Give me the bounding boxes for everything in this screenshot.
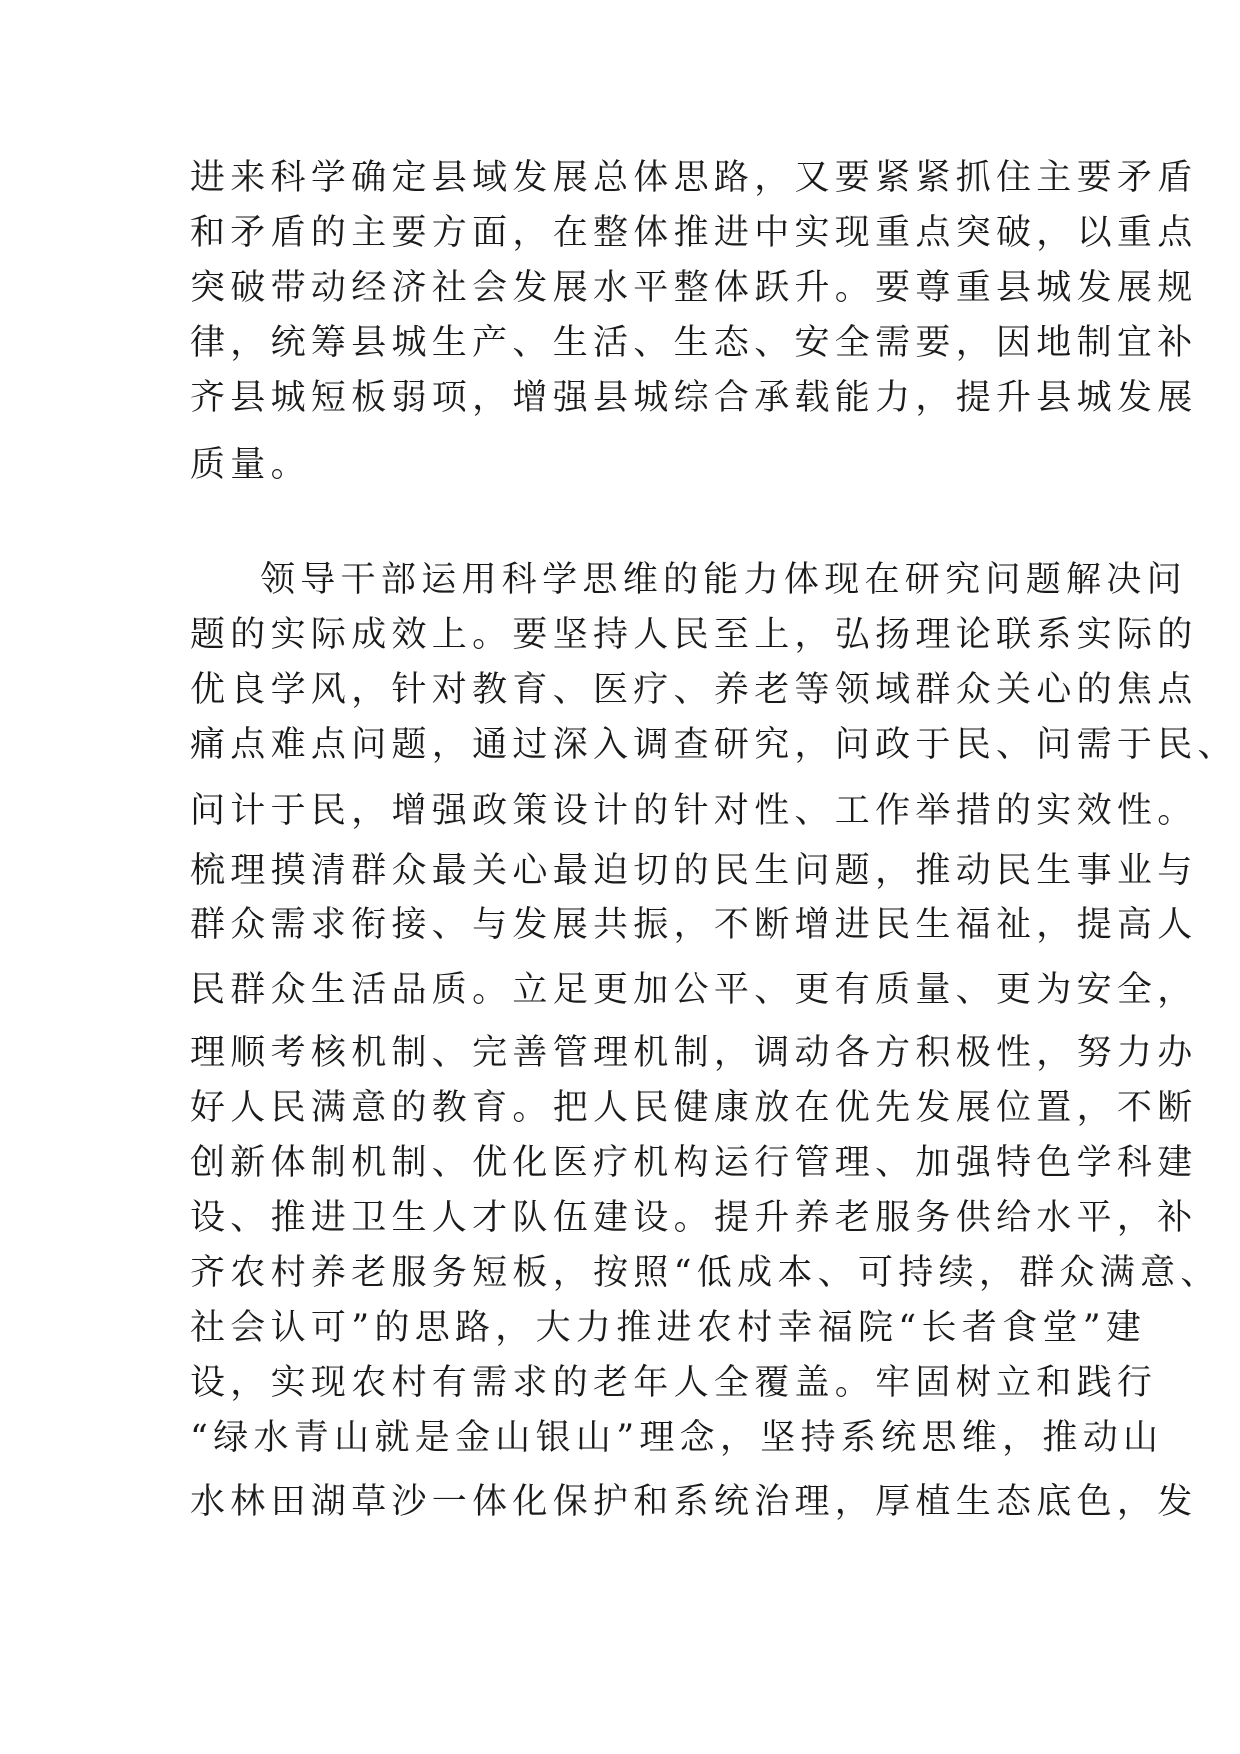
- text-line: 设、推进卫生人才队伍建设。提升养老服务供给水平，补: [190, 1198, 1198, 1238]
- text-line: 设，实现农村有需求的老年人全覆盖。牢固树立和践行: [190, 1363, 1158, 1403]
- text-line: 质量。: [190, 445, 311, 485]
- text-line: 题的实际成效上。要坚持人民至上，弘扬理论联系实际的: [190, 615, 1198, 655]
- text-line: 痛点难点问题，通过深入调查研究，问政于民、问需于民、: [190, 725, 1238, 765]
- text-line: 进来科学确定县域发展总体思路，又要紧紧抓住主要矛盾: [190, 158, 1198, 198]
- text-line: 问计于民，增强政策设计的针对性、工作举措的实效性。: [190, 791, 1198, 831]
- text-line: 突破带动经济社会发展水平整体跃升。要尊重县城发展规: [190, 268, 1198, 308]
- text-line: 群众需求衔接、与发展共振，不断增进民生福祉，提高人: [190, 905, 1198, 945]
- text-line: 水林田湖草沙一体化保护和系统治理，厚植生态底色，发: [190, 1482, 1198, 1522]
- text-line: 理顺考核机制、完善管理机制，调动各方积极性，努力办: [190, 1033, 1198, 1073]
- text-line: 齐县城短板弱项，增强县城综合承载能力，提升县城发展: [190, 378, 1198, 418]
- text-line: 和矛盾的主要方面，在整体推进中实现重点突破，以重点: [190, 213, 1198, 253]
- text-line: 民群众生活品质。立足更加公平、更有质量、更为安全，: [190, 970, 1198, 1010]
- text-line: 梳理摸清群众最关心最迫切的民生问题，推动民生事业与: [190, 851, 1198, 891]
- text-line: “绿水青山就是金山银山”理念，坚持系统思维，推动山: [190, 1418, 1164, 1458]
- text-line: 优良学风，针对教育、医疗、养老等领域群众关心的焦点: [190, 670, 1198, 710]
- text-line: 好人民满意的教育。把人民健康放在优先发展位置，不断: [190, 1088, 1198, 1128]
- text-line: 社会认可”的思路，大力推进农村幸福院“长者食堂”建: [190, 1308, 1147, 1348]
- text-line: 创新体制机制、优化医疗机构运行管理、加强特色学科建: [190, 1143, 1198, 1183]
- text-line: 领导干部运用科学思维的能力体现在研究问题解决问: [260, 560, 1187, 600]
- text-line: 律，统筹县城生产、生活、生态、安全需要，因地制宜补: [190, 323, 1198, 363]
- text-line: 齐农村养老服务短板，按照“低成本、可持续，群众满意、: [190, 1253, 1221, 1293]
